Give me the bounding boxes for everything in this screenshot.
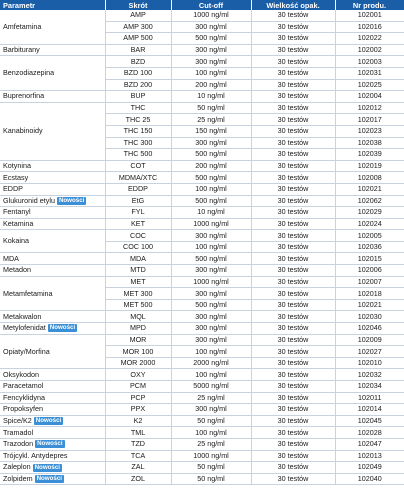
pack-size-cell: 30 testów	[251, 404, 335, 416]
table-row	[0, 102, 404, 114]
product-number-cell: 102006	[335, 265, 404, 277]
pack-size-cell: 30 testów	[251, 311, 335, 323]
cutoff-cell: 1000 ng/ml	[171, 10, 251, 21]
header-parametr: Parametr	[0, 0, 105, 10]
abbreviation-cell: TZD	[105, 438, 171, 450]
pack-size-cell: 30 testów	[251, 346, 335, 358]
pack-size-cell: 30 testów	[251, 450, 335, 462]
product-number-cell: 102016	[335, 21, 404, 33]
product-number-cell: 102010	[335, 357, 404, 369]
product-number-cell: 102032	[335, 369, 404, 381]
parameter-cell	[0, 473, 105, 485]
cutoff-cell: 500 ng/ml	[171, 172, 251, 184]
abbreviation-cell: THC 25	[105, 114, 171, 126]
product-number-cell: 102019	[335, 160, 404, 172]
table-row	[0, 438, 404, 450]
table-body	[0, 10, 404, 485]
parameter-name: Metamfetamina	[3, 288, 53, 298]
table-row	[0, 276, 404, 288]
header-skrot: Skrót	[105, 0, 171, 10]
cutoff-cell: 500 ng/ml	[171, 195, 251, 207]
parameter-name: Metylofenidat	[3, 323, 46, 333]
product-number-cell: 102030	[335, 311, 404, 323]
parameter-name: Fencyklidyna	[3, 392, 45, 402]
abbreviation-cell: FYL	[105, 207, 171, 219]
abbreviation-cell: OXY	[105, 369, 171, 381]
cutoff-cell: 50 ng/ml	[171, 473, 251, 485]
pack-size-cell: 30 testów	[251, 415, 335, 427]
pack-size-cell: 30 testów	[251, 288, 335, 300]
product-number-cell: 102009	[335, 334, 404, 346]
parameter-name: Oksykodon	[3, 369, 39, 379]
table-row	[0, 473, 404, 485]
product-number-cell: 102047	[335, 438, 404, 450]
parameter-name: Kanabinoidy	[3, 126, 43, 136]
parameter-name: Benzodiazepina	[3, 68, 55, 78]
cutoff-cell: 300 ng/ml	[171, 311, 251, 323]
product-number-cell: 102011	[335, 392, 404, 404]
table-row	[0, 450, 404, 462]
product-number-cell: 102038	[335, 137, 404, 149]
parameter-cell	[0, 265, 105, 277]
abbreviation-cell: MQL	[105, 311, 171, 323]
table-row	[0, 334, 404, 346]
parameter-cell	[0, 369, 105, 381]
pack-size-cell: 30 testów	[251, 172, 335, 184]
product-number-cell: 102046	[335, 323, 404, 335]
parameter-cell	[0, 311, 105, 323]
table-row	[0, 91, 404, 103]
pack-size-cell: 30 testów	[251, 44, 335, 56]
parameter-cell	[0, 230, 105, 253]
parameter-cell	[0, 218, 105, 230]
pack-size-cell: 30 testów	[251, 438, 335, 450]
table-row	[0, 404, 404, 416]
cutoff-cell: 50 ng/ml	[171, 415, 251, 427]
product-number-cell: 102025	[335, 79, 404, 91]
cutoff-cell: 1000 ng/ml	[171, 218, 251, 230]
header-row	[0, 0, 404, 10]
parameter-cell	[0, 450, 105, 462]
header-product-number: Nr produ.	[335, 0, 404, 10]
cutoff-cell: 300 ng/ml	[171, 44, 251, 56]
pack-size-cell: 30 testów	[251, 195, 335, 207]
parameter-name: Propoksyfen	[3, 404, 43, 414]
new-badge: Nowości	[34, 463, 61, 471]
parameter-cell	[0, 195, 105, 207]
parameter-cell	[0, 91, 105, 103]
pack-size-cell: 30 testów	[251, 207, 335, 219]
abbreviation-cell: BZD 100	[105, 67, 171, 79]
cutoff-cell: 500 ng/ml	[171, 299, 251, 311]
abbreviation-cell: THC 500	[105, 149, 171, 161]
product-number-cell: 102034	[335, 381, 404, 393]
header-pack-size: Wielkość opak.	[251, 0, 335, 10]
cutoff-cell: 50 ng/ml	[171, 102, 251, 114]
pack-size-cell: 30 testów	[251, 357, 335, 369]
cutoff-cell: 150 ng/ml	[171, 125, 251, 137]
cutoff-cell: 300 ng/ml	[171, 334, 251, 346]
abbreviation-cell: K2	[105, 415, 171, 427]
cutoff-cell: 25 ng/ml	[171, 438, 251, 450]
product-number-cell: 102045	[335, 415, 404, 427]
abbreviation-cell: EDDP	[105, 183, 171, 195]
table-row	[0, 230, 404, 242]
product-number-cell: 102003	[335, 56, 404, 68]
cutoff-cell: 100 ng/ml	[171, 346, 251, 358]
parameter-name: Buprenorfina	[3, 91, 45, 101]
parameter-cell	[0, 102, 105, 160]
cutoff-cell: 2000 ng/ml	[171, 357, 251, 369]
abbreviation-cell: BAR	[105, 44, 171, 56]
pack-size-cell: 30 testów	[251, 79, 335, 91]
product-number-cell: 102002	[335, 44, 404, 56]
product-number-cell: 102024	[335, 218, 404, 230]
parameter-name: Kokaina	[3, 236, 29, 246]
cutoff-cell: 300 ng/ml	[171, 230, 251, 242]
table-row	[0, 207, 404, 219]
abbreviation-cell: AMP 500	[105, 33, 171, 45]
abbreviation-cell: TML	[105, 427, 171, 439]
product-number-cell: 102005	[335, 230, 404, 242]
product-number-cell: 102023	[335, 125, 404, 137]
pack-size-cell: 30 testów	[251, 67, 335, 79]
cutoff-cell: 100 ng/ml	[171, 183, 251, 195]
cutoff-cell: 50 ng/ml	[171, 462, 251, 474]
pack-size-cell: 30 testów	[251, 276, 335, 288]
pack-size-cell: 30 testów	[251, 230, 335, 242]
cutoff-cell: 500 ng/ml	[171, 149, 251, 161]
cutoff-cell: 300 ng/ml	[171, 265, 251, 277]
cutoff-cell: 300 ng/ml	[171, 288, 251, 300]
cutoff-cell: 100 ng/ml	[171, 241, 251, 253]
parameter-name: Zaleplon	[3, 462, 31, 472]
parameter-cell	[0, 415, 105, 427]
cutoff-cell: 200 ng/ml	[171, 160, 251, 172]
parameter-name: Metakwalon	[3, 311, 42, 321]
parameter-name: Zolpidem	[3, 474, 33, 484]
abbreviation-cell: PCP	[105, 392, 171, 404]
table-row	[0, 10, 404, 21]
abbreviation-cell: MDMA/XTC	[105, 172, 171, 184]
table-row	[0, 253, 404, 265]
product-number-cell: 102027	[335, 346, 404, 358]
pack-size-cell: 30 testów	[251, 183, 335, 195]
parameter-name: Trójcykl. Antydepres	[3, 450, 68, 460]
pack-size-cell: 30 testów	[251, 10, 335, 21]
parameter-cell	[0, 160, 105, 172]
abbreviation-cell: KET	[105, 218, 171, 230]
abbreviation-cell: MPD	[105, 323, 171, 335]
pack-size-cell: 30 testów	[251, 33, 335, 45]
cutoff-cell: 100 ng/ml	[171, 369, 251, 381]
product-number-cell: 102008	[335, 172, 404, 184]
parameter-name: Ketamina	[3, 218, 34, 228]
pack-size-cell: 30 testów	[251, 427, 335, 439]
cutoff-cell: 500 ng/ml	[171, 253, 251, 265]
abbreviation-cell: COT	[105, 160, 171, 172]
table-row	[0, 183, 404, 195]
abbreviation-cell: THC 300	[105, 137, 171, 149]
new-badge: Nowości	[37, 440, 63, 448]
parameter-cell	[0, 323, 105, 335]
new-badge: Nowości	[35, 417, 62, 425]
parameter-cell	[0, 10, 105, 44]
abbreviation-cell: MTD	[105, 265, 171, 277]
product-number-cell: 102015	[335, 253, 404, 265]
parameter-name: Tramadol	[3, 427, 34, 437]
table-row	[0, 392, 404, 404]
product-number-cell: 102036	[335, 241, 404, 253]
table-row	[0, 381, 404, 393]
cutoff-cell: 1000 ng/ml	[171, 450, 251, 462]
product-number-cell: 102014	[335, 404, 404, 416]
abbreviation-cell: EtG	[105, 195, 171, 207]
table-row	[0, 160, 404, 172]
abbreviation-cell: MET 500	[105, 299, 171, 311]
pack-size-cell: 30 testów	[251, 218, 335, 230]
product-number-cell: 102049	[335, 462, 404, 474]
abbreviation-cell: ZAL	[105, 462, 171, 474]
abbreviation-cell: BUP	[105, 91, 171, 103]
pack-size-cell: 30 testów	[251, 114, 335, 126]
pack-size-cell: 30 testów	[251, 392, 335, 404]
new-badge: Nowości	[49, 324, 76, 332]
pack-size-cell: 30 testów	[251, 149, 335, 161]
product-number-cell: 102040	[335, 473, 404, 485]
product-number-cell: 102017	[335, 114, 404, 126]
parameter-name: Glukuronid etylu	[3, 195, 55, 205]
parameter-cell	[0, 56, 105, 91]
parameter-cell	[0, 276, 105, 311]
header-cutoff: Cut-off	[171, 0, 251, 10]
cutoff-cell: 100 ng/ml	[171, 427, 251, 439]
parameter-name: Opiaty/Morfina	[3, 346, 50, 356]
table-row	[0, 369, 404, 381]
cutoff-cell: 25 ng/ml	[171, 392, 251, 404]
parameter-name: Metadon	[3, 265, 31, 275]
cutoff-cell: 500 ng/ml	[171, 33, 251, 45]
abbreviation-cell: ZOL	[105, 473, 171, 485]
table-row	[0, 323, 404, 335]
table-row	[0, 427, 404, 439]
cutoff-cell: 300 ng/ml	[171, 404, 251, 416]
parameter-name: Amfetamina	[3, 21, 42, 31]
parameter-name: Kotynina	[3, 161, 31, 171]
parameter-cell	[0, 172, 105, 184]
cutoff-cell: 10 ng/ml	[171, 207, 251, 219]
parameter-name: Spice/K2	[3, 416, 32, 426]
cutoff-cell: 100 ng/ml	[171, 67, 251, 79]
abbreviation-cell: THC 150	[105, 125, 171, 137]
parameter-name: Fentanyl	[3, 207, 31, 217]
pack-size-cell: 30 testów	[251, 381, 335, 393]
product-number-cell: 102021	[335, 183, 404, 195]
parameter-cell	[0, 404, 105, 416]
product-number-cell: 102007	[335, 276, 404, 288]
product-number-cell: 102013	[335, 450, 404, 462]
product-number-cell: 102012	[335, 102, 404, 114]
pack-size-cell: 30 testów	[251, 91, 335, 103]
table-row	[0, 195, 404, 207]
new-badge: Nowości	[58, 196, 85, 204]
table-row	[0, 415, 404, 427]
product-number-cell: 102029	[335, 207, 404, 219]
abbreviation-cell: AMP 300	[105, 21, 171, 33]
product-number-cell: 102004	[335, 91, 404, 103]
product-number-cell: 102022	[335, 33, 404, 45]
product-number-cell: 102062	[335, 195, 404, 207]
parameter-cell	[0, 253, 105, 265]
abbreviation-cell: BZD	[105, 56, 171, 68]
abbreviation-cell: MDA	[105, 253, 171, 265]
parameter-cell	[0, 334, 105, 369]
parameter-name: Trazodon	[3, 439, 34, 449]
pack-size-cell: 30 testów	[251, 473, 335, 485]
cutoff-cell: 300 ng/ml	[171, 137, 251, 149]
table-row	[0, 218, 404, 230]
pack-size-cell: 30 testów	[251, 137, 335, 149]
cutoff-cell: 1000 ng/ml	[171, 276, 251, 288]
cutoff-cell: 300 ng/ml	[171, 56, 251, 68]
parameter-cell	[0, 438, 105, 450]
pack-size-cell: 30 testów	[251, 21, 335, 33]
abbreviation-cell: MET 300	[105, 288, 171, 300]
product-number-cell: 102018	[335, 288, 404, 300]
pack-size-cell: 30 testów	[251, 323, 335, 335]
product-number-cell: 102039	[335, 149, 404, 161]
product-number-cell: 102028	[335, 427, 404, 439]
parameter-cell	[0, 183, 105, 195]
pack-size-cell: 30 testów	[251, 334, 335, 346]
abbreviation-cell: MOR 2000	[105, 357, 171, 369]
pack-size-cell: 30 testów	[251, 253, 335, 265]
pack-size-cell: 30 testów	[251, 265, 335, 277]
abbreviation-cell: BZD 200	[105, 79, 171, 91]
table-row	[0, 44, 404, 56]
table-row	[0, 56, 404, 68]
abbreviation-cell: PCM	[105, 381, 171, 393]
abbreviation-cell: AMP	[105, 10, 171, 21]
parameter-cell	[0, 392, 105, 404]
abbreviation-cell: MET	[105, 276, 171, 288]
parameter-name: EDDP	[3, 184, 23, 194]
parameter-cell	[0, 44, 105, 56]
pack-size-cell: 30 testów	[251, 160, 335, 172]
product-number-cell: 102021	[335, 299, 404, 311]
parameter-cell	[0, 381, 105, 393]
parameter-name: Barbiturany	[3, 45, 40, 55]
abbreviation-cell: COC 100	[105, 241, 171, 253]
table-row	[0, 311, 404, 323]
pack-size-cell: 30 testów	[251, 462, 335, 474]
abbreviation-cell: MOR 100	[105, 346, 171, 358]
cutoff-cell: 25 ng/ml	[171, 114, 251, 126]
new-badge: Nowości	[36, 475, 63, 483]
pack-size-cell: 30 testów	[251, 299, 335, 311]
pack-size-cell: 30 testów	[251, 125, 335, 137]
parameter-name: Ecstasy	[3, 172, 29, 182]
table-row	[0, 172, 404, 184]
cutoff-cell: 10 ng/ml	[171, 91, 251, 103]
product-number-cell: 102001	[335, 10, 404, 21]
parameter-name: MDA	[3, 253, 19, 263]
abbreviation-cell: PPX	[105, 404, 171, 416]
pack-size-cell: 30 testów	[251, 241, 335, 253]
abbreviation-cell: TCA	[105, 450, 171, 462]
pack-size-cell: 30 testów	[251, 56, 335, 68]
abbreviation-cell: THC	[105, 102, 171, 114]
cutoff-cell: 300 ng/ml	[171, 21, 251, 33]
abbreviation-cell: MOR	[105, 334, 171, 346]
table-row	[0, 462, 404, 474]
parameter-cell	[0, 427, 105, 439]
cutoff-cell: 5000 ng/ml	[171, 381, 251, 393]
pack-size-cell: 30 testów	[251, 369, 335, 381]
product-number-cell: 102031	[335, 67, 404, 79]
parameter-cell	[0, 207, 105, 219]
table-row	[0, 265, 404, 277]
cutoff-cell: 300 ng/ml	[171, 323, 251, 335]
cutoff-cell: 200 ng/ml	[171, 79, 251, 91]
parameter-name: Paracetamol	[3, 381, 44, 391]
parameter-cell	[0, 462, 105, 474]
pack-size-cell: 30 testów	[251, 102, 335, 114]
abbreviation-cell: COC	[105, 230, 171, 242]
